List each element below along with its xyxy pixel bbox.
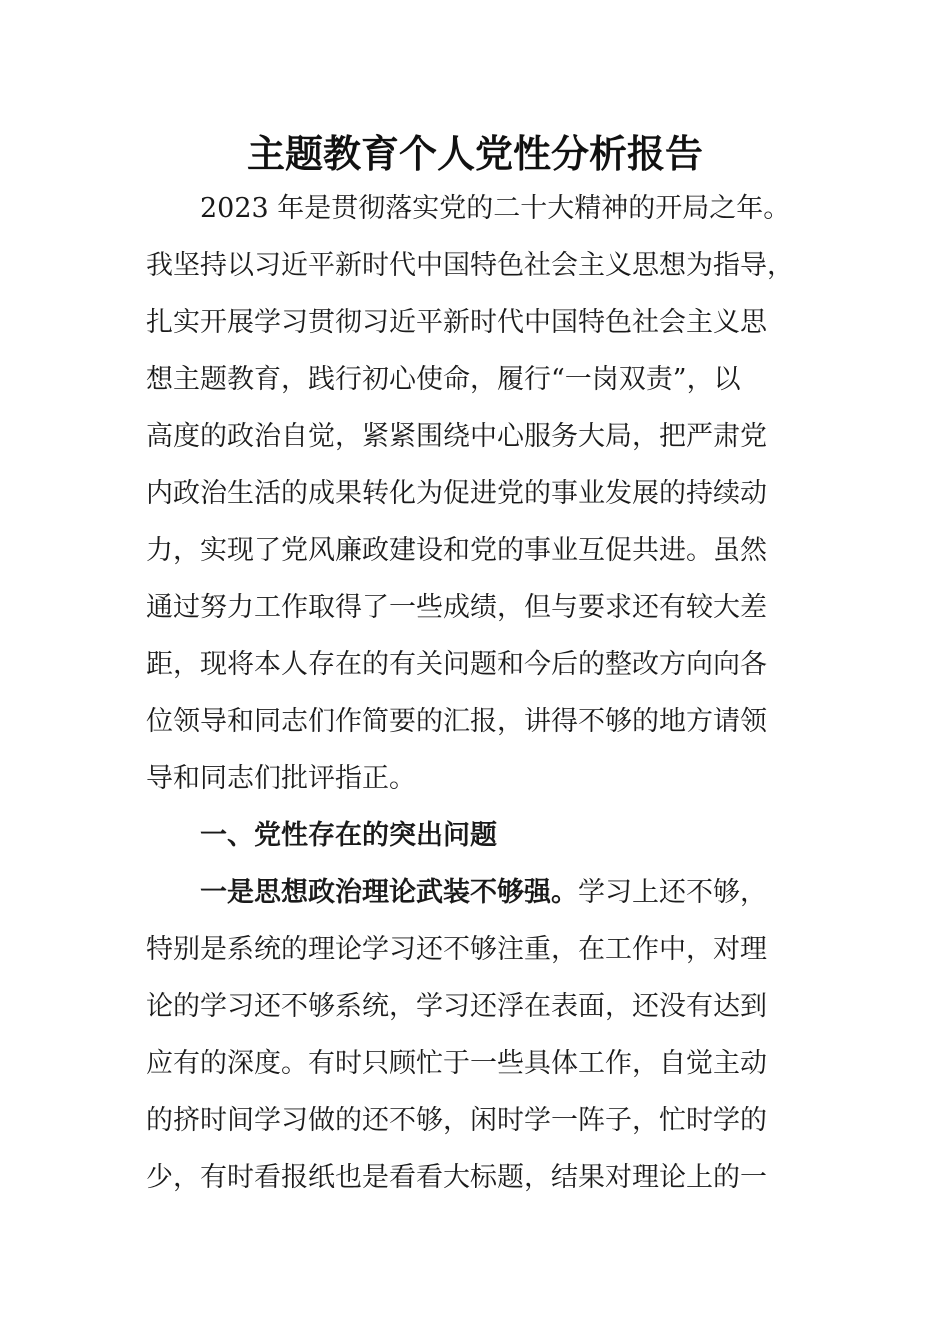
intro-line: 内政治生活的成果转化为促进党的事业发展的持续动	[146, 478, 767, 509]
point-one-lead: 一是思想政治理论武装不够强。	[200, 877, 578, 908]
intro-paragraph	[146, 180, 836, 807]
point-one-line: 的挤时间学习做的还不够，闲时学一阵子，忙时学的	[146, 1105, 767, 1136]
intro-line: 高度的政治自觉，紧紧围绕中心服务大局，把严肃党	[146, 421, 767, 452]
intro-line: 想主题教育，践行初心使命，履行“一岗双责”，以	[146, 364, 741, 395]
point-one-line: 应有的深度。有时只顾忙于一些具体工作，自觉主动	[146, 1048, 767, 1079]
point-one-first-line	[146, 864, 836, 921]
point-one-line: 特别是系统的理论学习还不够注重，在工作中，对理	[146, 934, 767, 965]
section-heading: 一、党性存在的突出问题	[200, 820, 497, 851]
intro-line: 导和同志们批评指正。	[146, 763, 416, 794]
intro-line: 力，实现了党风廉政建设和党的事业互促共进。虽然	[146, 535, 767, 566]
intro-line: 2023 年是贯彻落实党的二十大精神的开局之年。	[200, 193, 791, 224]
point-one-first-line-rest: 学习上还不够，	[578, 877, 767, 908]
intro-line: 我坚持以习近平新时代中国特色社会主义思想为指导，	[146, 250, 794, 281]
intro-line: 通过努力工作取得了一些成绩，但与要求还有较大差	[146, 592, 767, 623]
point-one-line: 少，有时看报纸也是看看大标题，结果对理论上的一	[146, 1162, 767, 1193]
document-title: 主题教育个人党性分析报告	[246, 132, 703, 176]
intro-line: 扎实开展学习贯彻习近平新时代中国特色社会主义思	[146, 307, 767, 338]
point-one-line: 论的学习还不够系统，学习还浮在表面，还没有达到	[146, 991, 767, 1022]
section-one	[146, 807, 836, 1206]
intro-line: 位领导和同志们作简要的汇报，讲得不够的地方请领	[146, 706, 767, 737]
intro-line: 距，现将本人存在的有关问题和今后的整改方向向各	[146, 649, 767, 680]
